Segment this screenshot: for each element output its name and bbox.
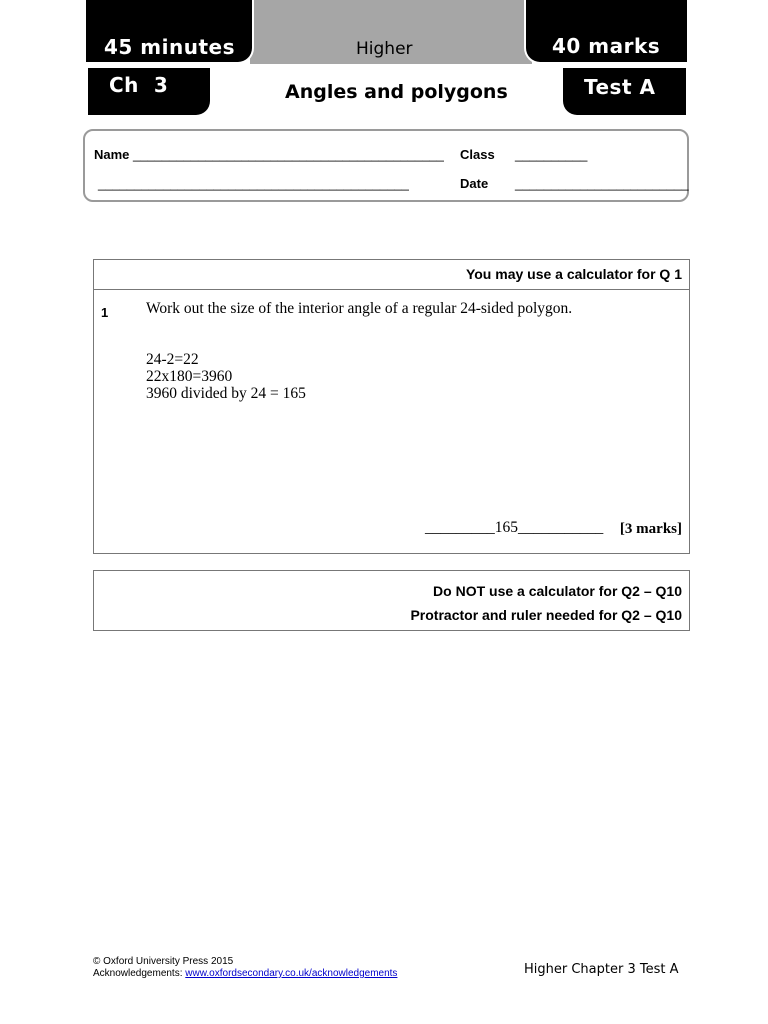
page-footer-label: Higher Chapter 3 Test A	[524, 962, 679, 977]
student-details-box	[83, 129, 689, 202]
working-line: 3960 divided by 24 = 165	[146, 385, 306, 402]
question-text: Work out the size of the interior angle of a regular 24-sided polygon.	[146, 300, 573, 317]
level-label: Higher	[356, 39, 413, 59]
acknowledgements-label: Acknowledgements:	[93, 968, 186, 979]
name-field[interactable]: ___________________________________________	[133, 147, 444, 162]
acknowledgements	[93, 968, 397, 979]
date-field[interactable]: ________________________	[515, 176, 689, 191]
working-line: 22x180=3960	[146, 368, 233, 385]
question-number: 1	[101, 305, 109, 320]
question-marks: [3 marks]	[619, 521, 682, 537]
calculator-note: You may use a calculator for Q 1	[465, 266, 682, 282]
name-field-line2[interactable]: ___________________________________________	[98, 176, 409, 191]
equipment-instruction: Protractor and ruler needed for Q2 – Q10	[410, 607, 682, 623]
page-title: Angles and polygons	[285, 81, 508, 103]
total-marks: 40 marks	[552, 34, 661, 58]
name-label: Name	[94, 147, 130, 162]
acknowledgements-link[interactable]: www.oxfordsecondary.co.uk/acknowledgements	[185, 968, 398, 979]
working-line: 24-2=22	[146, 351, 199, 368]
date-label: Date	[460, 176, 489, 191]
working-area[interactable]	[146, 351, 306, 402]
chapter-label: Ch 3	[109, 73, 169, 97]
test-label: Test A	[584, 75, 656, 99]
time-allowed: 45 minutes	[104, 35, 235, 59]
divider	[93, 289, 690, 290]
copyright: © Oxford University Press 2015	[93, 956, 234, 967]
class-field[interactable]: __________	[515, 147, 588, 162]
answer-field[interactable]: _________165___________	[425, 519, 604, 536]
calculator-instruction: Do NOT use a calculator for Q2 – Q10	[433, 583, 682, 599]
class-label: Class	[460, 147, 495, 162]
